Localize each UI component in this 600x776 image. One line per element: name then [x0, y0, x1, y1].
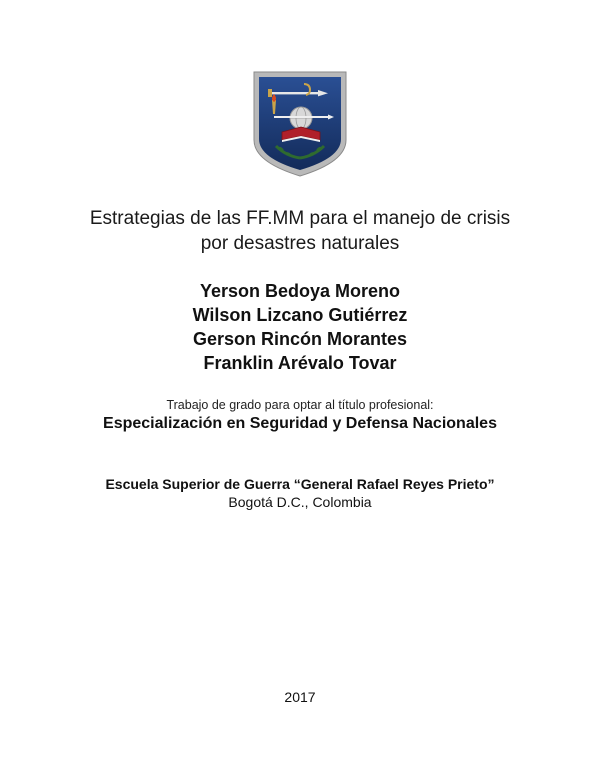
- author-name: Gerson Rincón Morantes: [192, 329, 408, 349]
- thesis-title: [0, 206, 600, 256]
- author-name: Yerson Bedoya Moreno: [199, 281, 401, 301]
- author-list: [0, 279, 600, 375]
- author-name: Wilson Lizcano Gutiérrez: [192, 305, 408, 325]
- school-name: Escuela Superior de Guerra “General Rafael Reyes Prieto”: [105, 476, 495, 492]
- publication-year: 2017: [284, 689, 316, 705]
- thesis-title-line-1: Estrategias de las FF.MM para el manejo de crisis: [89, 208, 511, 229]
- thesis-title-line-2: por desastres naturales: [200, 233, 400, 254]
- author-name: Franklin Arévalo Tovar: [203, 353, 397, 373]
- city-country: Bogotá D.C., Colombia: [228, 494, 372, 510]
- degree-intro: Trabajo de grado para optar al título profesional:: [166, 398, 434, 412]
- institution-crest-icon: [252, 70, 348, 178]
- degree-name: Especialización en Seguridad y Defensa Nacionales: [103, 415, 497, 432]
